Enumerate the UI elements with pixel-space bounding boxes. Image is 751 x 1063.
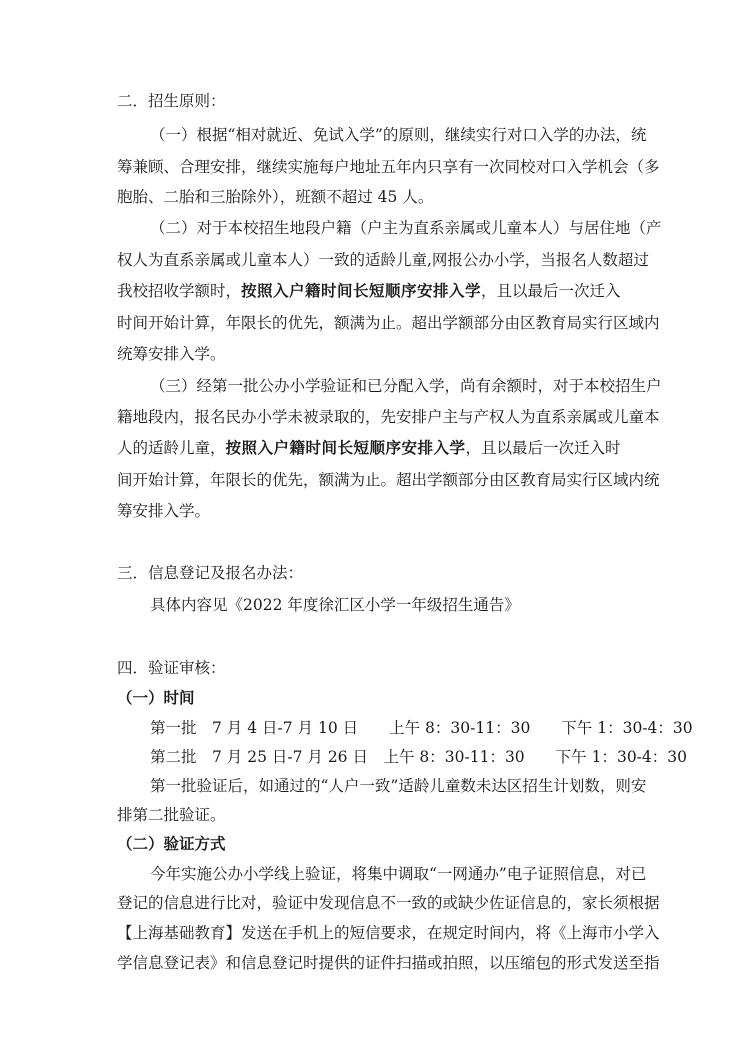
section2-p3-line3-pre: 人的适龄儿童， — [117, 439, 226, 457]
section2-p3-emphasis: 按照入户籍时间长短顺序安排入学 — [225, 438, 466, 457]
section2-p2-line2: 权人为直系亲属或儿童本人）一致的适龄儿童,网报公办小学，当报名人数超过 — [117, 251, 649, 269]
section4-method-heading: （二）验证方式 — [117, 834, 226, 853]
section2-p2-line3-post: ，且以最后一次迁入 — [481, 282, 621, 300]
section4-time-heading: （一）时间 — [117, 688, 195, 707]
section2-p2-line3 — [0, 281, 751, 301]
section4-method-line4: 学信息登记表》和信息登记时提供的证件扫描或拍照，以压缩包的形式发送至指 — [117, 954, 660, 972]
section2-p1-line2: 筹兼顾、合理安排，继续实施每户地址五年内只享有一次同校对口入学机会（多 — [117, 158, 660, 176]
section2-p2-emphasis: 按照入户籍时间长短顺序安排入学 — [241, 281, 482, 300]
section2-p3-line1: （三）经第一批公办小学验证和已分配入学，尚有余额时，对于本校招生户 — [150, 377, 662, 395]
section2-p1-line1: （一）根据“相对就近、免试入学”的原则，继续实行对口入学的办法，统 — [150, 126, 647, 144]
section3-text: 具体内容见《2022 年度徐汇区小学一年级招生通告》 — [150, 596, 520, 614]
section3-heading: 三．信息登记及报名办法： — [117, 564, 304, 582]
section2-p3-line5: 筹安排入学。 — [117, 502, 211, 520]
section4-batch1: 第一批 7 月 4 日-7 月 10 日 上午 8：30-11：30 下午 1：30-4：30 — [150, 719, 693, 737]
section2-p1-line3: 胞胎、二胎和三胎除外），班额不超过 45 人。 — [117, 188, 434, 206]
section4-method-line3: 【上海基础教育】发送在手机上的短信要求，在规定时间内，将《上海市小学入 — [117, 924, 660, 942]
section4-method-line2: 登记的信息进行比对，验证中发现信息不一致的或缺少佐证信息的，家长须根据 — [117, 894, 660, 912]
section4-method-line1: 今年实施公办小学线上验证，将集中调取“一网通办”电子证照信息，对已 — [150, 865, 647, 883]
section2-p2-line3-pre: 我校招收学额时， — [117, 282, 242, 300]
section2-p2-line4: 时间开始计算，年限长的优先，额满为止。超出学额部分由区教育局实行区域内 — [117, 314, 660, 332]
section4-note-line1: 第一批验证后，如通过的“人户一致”适龄儿童数未达区招生计划数，则安 — [150, 777, 647, 795]
section2-p3-line3-post: ，且以最后一次迁入时 — [465, 439, 621, 457]
section2-p2-line5: 统筹安排入学。 — [117, 345, 226, 363]
section2-p3-line2: 籍地段内，报名民办小学未被录取的，先安排户主与产权人为直系亲属或儿童本 — [117, 408, 660, 426]
section2-p3-line4: 间开始计算，年限长的优先，额满为止。超出学额部分由区教育局实行区域内统 — [117, 471, 660, 489]
section4-heading: 四．验证审核： — [117, 659, 226, 677]
section2-p3-line3 — [0, 438, 751, 458]
section2-heading: 二．招生原则： — [117, 92, 226, 110]
section4-note-line2: 排第二批验证。 — [117, 806, 226, 824]
section2-p2-line1: （二）对于本校招生地段户籍（户主为直系亲属或儿童本人）与居住地（产 — [150, 219, 662, 237]
section4-batch2: 第二批 7 月 25 日-7 月 26 日 上午 8：30-11：30 下午 1：30-4：30 — [150, 748, 687, 766]
